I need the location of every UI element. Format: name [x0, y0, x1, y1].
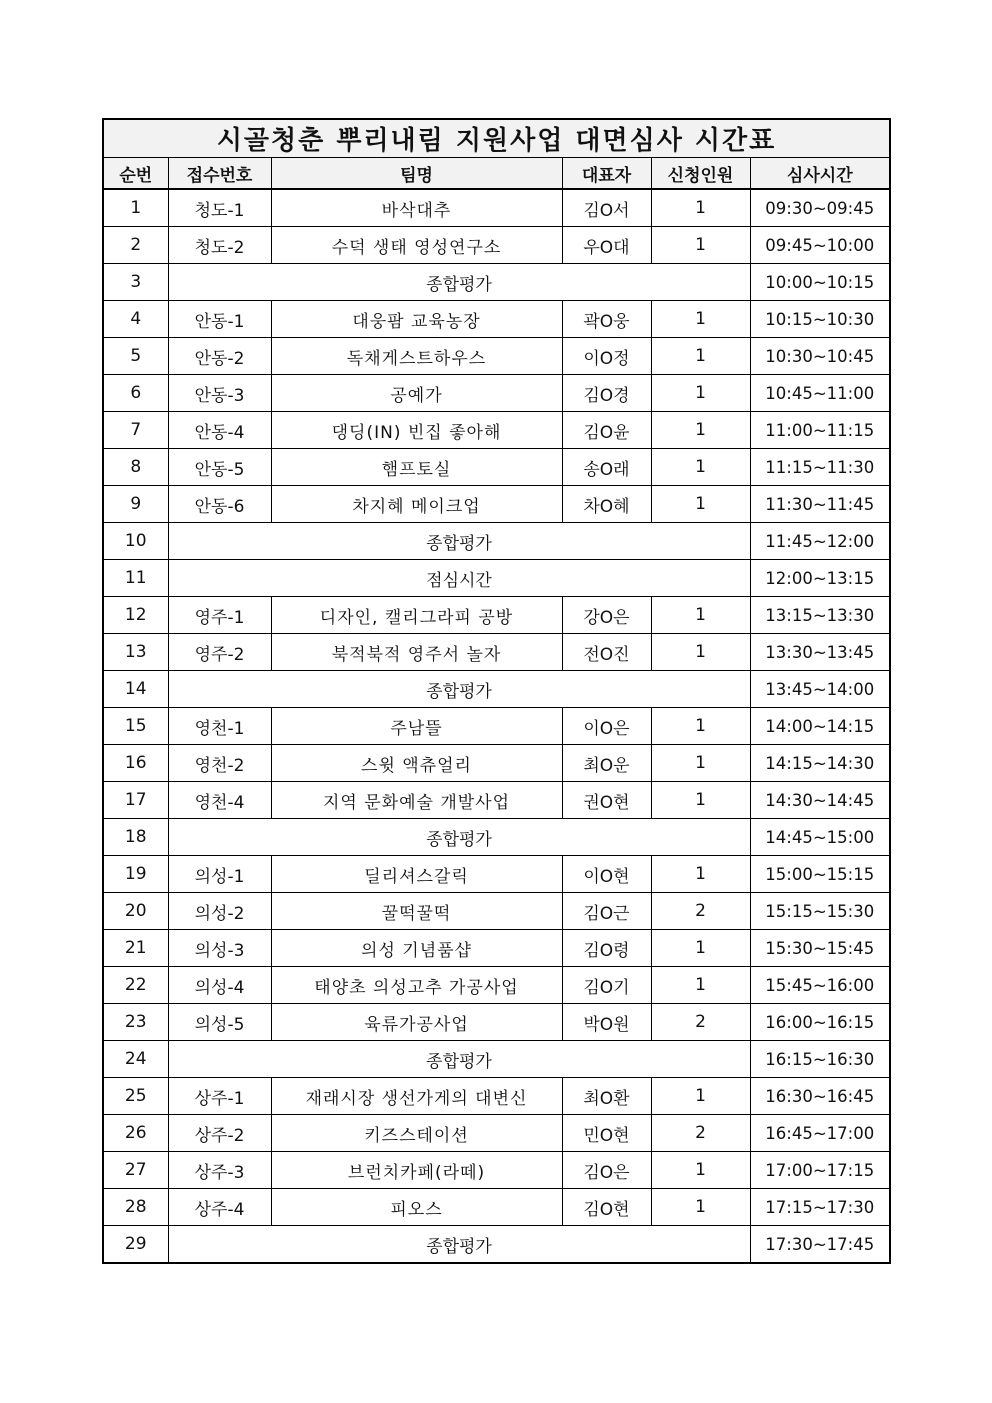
cell-review-time: 10:00~10:15 [750, 264, 890, 301]
cell-representative: 최O운 [562, 745, 651, 782]
cell-registration: 영천-4 [168, 782, 271, 819]
cell-team: 꿀떡꿀떡 [271, 893, 562, 930]
cell-representative: 차O혜 [562, 486, 651, 523]
cell-team: 북적북적 영주서 놀자 [271, 634, 562, 671]
cell-no: 16 [103, 745, 168, 782]
cell-review-time: 14:15~14:30 [750, 745, 890, 782]
cell-no: 19 [103, 856, 168, 893]
cell-applicants: 1 [651, 967, 750, 1004]
cell-applicants: 1 [651, 856, 750, 893]
schedule-table [102, 118, 891, 1264]
cell-review-time: 14:45~15:00 [750, 819, 890, 856]
cell-no: 17 [103, 782, 168, 819]
cell-no: 8 [103, 449, 168, 486]
title-row [103, 119, 890, 158]
cell-no: 14 [103, 671, 168, 708]
cell-registration: 안동-1 [168, 301, 271, 338]
cell-applicants: 1 [651, 189, 750, 227]
cell-representative: 김O령 [562, 930, 651, 967]
cell-applicants: 1 [651, 782, 750, 819]
cell-review-time: 12:00~13:15 [750, 560, 890, 597]
cell-team: 공예가 [271, 375, 562, 412]
table-row [103, 1004, 890, 1041]
cell-applicants: 1 [651, 486, 750, 523]
cell-review-time: 14:00~14:15 [750, 708, 890, 745]
table-row [103, 1152, 890, 1189]
cell-representative: 이O은 [562, 708, 651, 745]
cell-review-time: 13:45~14:00 [750, 671, 890, 708]
table-row [103, 189, 890, 227]
cell-team: 주남뜰 [271, 708, 562, 745]
cell-review-time: 09:45~10:00 [750, 227, 890, 264]
cell-review-time: 15:30~15:45 [750, 930, 890, 967]
header-row [103, 158, 890, 190]
cell-registration: 상주-2 [168, 1115, 271, 1152]
cell-no: 1 [103, 189, 168, 227]
column-header-registration: 접수번호 [168, 158, 271, 190]
cell-registration: 영주-2 [168, 634, 271, 671]
cell-registration: 안동-4 [168, 412, 271, 449]
cell-merged-label: 종합평가 [168, 819, 750, 856]
cell-registration: 안동-5 [168, 449, 271, 486]
cell-review-time: 17:30~17:45 [750, 1226, 890, 1264]
table-row [103, 745, 890, 782]
cell-representative: 김O은 [562, 1152, 651, 1189]
cell-representative: 김O윤 [562, 412, 651, 449]
cell-representative: 전O진 [562, 634, 651, 671]
cell-registration: 의성-2 [168, 893, 271, 930]
cell-merged-label: 점심시간 [168, 560, 750, 597]
cell-representative: 우O대 [562, 227, 651, 264]
cell-representative: 김O서 [562, 189, 651, 227]
cell-review-time: 13:30~13:45 [750, 634, 890, 671]
cell-applicants: 1 [651, 449, 750, 486]
cell-applicants: 1 [651, 338, 750, 375]
cell-merged-label: 종합평가 [168, 1041, 750, 1078]
cell-no: 21 [103, 930, 168, 967]
cell-no: 2 [103, 227, 168, 264]
table-row [103, 338, 890, 375]
table-row [103, 375, 890, 412]
cell-no: 10 [103, 523, 168, 560]
cell-review-time: 11:30~11:45 [750, 486, 890, 523]
cell-review-time: 15:15~15:30 [750, 893, 890, 930]
cell-registration: 상주-1 [168, 1078, 271, 1115]
cell-representative: 곽O웅 [562, 301, 651, 338]
cell-applicants: 1 [651, 1189, 750, 1226]
table-row [103, 449, 890, 486]
table-row [103, 560, 890, 597]
cell-representative: 강O은 [562, 597, 651, 634]
cell-review-time: 11:45~12:00 [750, 523, 890, 560]
column-header-applicants: 신청인원 [651, 158, 750, 190]
cell-representative: 권O현 [562, 782, 651, 819]
cell-merged-label: 종합평가 [168, 264, 750, 301]
cell-review-time: 10:30~10:45 [750, 338, 890, 375]
cell-no: 15 [103, 708, 168, 745]
cell-team: 브런치카페(라떼) [271, 1152, 562, 1189]
cell-representative: 김O현 [562, 1189, 651, 1226]
cell-no: 22 [103, 967, 168, 1004]
cell-registration: 상주-4 [168, 1189, 271, 1226]
cell-team: 대웅팜 교육농장 [271, 301, 562, 338]
cell-no: 7 [103, 412, 168, 449]
cell-registration: 영천-1 [168, 708, 271, 745]
cell-representative: 김O근 [562, 893, 651, 930]
table-row [103, 967, 890, 1004]
cell-review-time: 16:15~16:30 [750, 1041, 890, 1078]
cell-team: 독채게스트하우스 [271, 338, 562, 375]
cell-team: 스윗 액츄얼리 [271, 745, 562, 782]
table-row [103, 708, 890, 745]
table-body [103, 189, 890, 1263]
cell-representative: 최O환 [562, 1078, 651, 1115]
cell-registration: 의성-4 [168, 967, 271, 1004]
cell-review-time: 17:15~17:30 [750, 1189, 890, 1226]
cell-registration: 안동-3 [168, 375, 271, 412]
column-header-no: 순번 [103, 158, 168, 190]
cell-merged-label: 종합평가 [168, 523, 750, 560]
cell-no: 4 [103, 301, 168, 338]
cell-registration: 안동-2 [168, 338, 271, 375]
cell-applicants: 1 [651, 1078, 750, 1115]
table-row [103, 264, 890, 301]
cell-no: 26 [103, 1115, 168, 1152]
cell-no: 23 [103, 1004, 168, 1041]
cell-no: 11 [103, 560, 168, 597]
cell-review-time: 09:30~09:45 [750, 189, 890, 227]
table-row [103, 412, 890, 449]
cell-team: 햄프토실 [271, 449, 562, 486]
cell-registration: 의성-3 [168, 930, 271, 967]
cell-applicants: 2 [651, 893, 750, 930]
cell-registration: 안동-6 [168, 486, 271, 523]
cell-team: 수덕 생태 영성연구소 [271, 227, 562, 264]
cell-registration: 청도-1 [168, 189, 271, 227]
table-row [103, 1226, 890, 1264]
cell-applicants: 1 [651, 597, 750, 634]
cell-merged-label: 종합평가 [168, 1226, 750, 1264]
cell-applicants: 1 [651, 634, 750, 671]
cell-no: 28 [103, 1189, 168, 1226]
cell-review-time: 15:45~16:00 [750, 967, 890, 1004]
cell-registration: 의성-5 [168, 1004, 271, 1041]
column-header-representative: 대표자 [562, 158, 651, 190]
cell-review-time: 16:30~16:45 [750, 1078, 890, 1115]
cell-review-time: 11:15~11:30 [750, 449, 890, 486]
cell-representative: 민O현 [562, 1115, 651, 1152]
cell-no: 24 [103, 1041, 168, 1078]
cell-registration: 청도-2 [168, 227, 271, 264]
cell-review-time: 10:15~10:30 [750, 301, 890, 338]
table-row [103, 819, 890, 856]
cell-review-time: 14:30~14:45 [750, 782, 890, 819]
cell-no: 9 [103, 486, 168, 523]
table-row [103, 1078, 890, 1115]
cell-applicants: 1 [651, 412, 750, 449]
table-row [103, 301, 890, 338]
cell-merged-label: 종합평가 [168, 671, 750, 708]
table-row [103, 1115, 890, 1152]
column-header-review-time: 심사시간 [750, 158, 890, 190]
cell-team: 댕딩(IN) 빈집 좋아해 [271, 412, 562, 449]
table-row [103, 782, 890, 819]
cell-no: 6 [103, 375, 168, 412]
cell-representative: 이O현 [562, 856, 651, 893]
cell-review-time: 17:00~17:15 [750, 1152, 890, 1189]
cell-registration: 상주-3 [168, 1152, 271, 1189]
cell-team: 키즈스테이션 [271, 1115, 562, 1152]
table-row [103, 671, 890, 708]
cell-representative: 송O래 [562, 449, 651, 486]
cell-no: 29 [103, 1226, 168, 1264]
cell-review-time: 16:00~16:15 [750, 1004, 890, 1041]
table-row [103, 930, 890, 967]
cell-team: 의성 기념품샵 [271, 930, 562, 967]
cell-representative: 박O원 [562, 1004, 651, 1041]
cell-no: 25 [103, 1078, 168, 1115]
cell-applicants: 1 [651, 745, 750, 782]
document-title: 시골청춘 뿌리내림 지원사업 대면심사 시간표 [103, 119, 890, 158]
table-row [103, 1189, 890, 1226]
cell-team: 바삭대추 [271, 189, 562, 227]
table-row [103, 1041, 890, 1078]
cell-no: 12 [103, 597, 168, 634]
table-row [103, 486, 890, 523]
cell-team: 차지혜 메이크업 [271, 486, 562, 523]
cell-no: 13 [103, 634, 168, 671]
cell-review-time: 10:45~11:00 [750, 375, 890, 412]
table-row [103, 893, 890, 930]
table-row [103, 227, 890, 264]
cell-team: 육류가공사업 [271, 1004, 562, 1041]
table-row [103, 856, 890, 893]
cell-applicants: 2 [651, 1115, 750, 1152]
cell-registration: 영천-2 [168, 745, 271, 782]
cell-team: 디자인, 캘리그라피 공방 [271, 597, 562, 634]
cell-no: 20 [103, 893, 168, 930]
column-header-team: 팀명 [271, 158, 562, 190]
cell-team: 피오스 [271, 1189, 562, 1226]
cell-review-time: 16:45~17:00 [750, 1115, 890, 1152]
cell-applicants: 2 [651, 1004, 750, 1041]
cell-team: 재래시장 생선가게의 대변신 [271, 1078, 562, 1115]
cell-applicants: 1 [651, 930, 750, 967]
cell-registration: 영주-1 [168, 597, 271, 634]
cell-team: 태양초 의성고추 가공사업 [271, 967, 562, 1004]
cell-representative: 이O정 [562, 338, 651, 375]
cell-no: 5 [103, 338, 168, 375]
cell-representative: 김O기 [562, 967, 651, 1004]
cell-applicants: 1 [651, 375, 750, 412]
table-row [103, 634, 890, 671]
cell-no: 18 [103, 819, 168, 856]
cell-registration: 의성-1 [168, 856, 271, 893]
cell-representative: 김O경 [562, 375, 651, 412]
cell-no: 3 [103, 264, 168, 301]
cell-team: 지역 문화예술 개발사업 [271, 782, 562, 819]
cell-review-time: 13:15~13:30 [750, 597, 890, 634]
cell-review-time: 11:00~11:15 [750, 412, 890, 449]
cell-applicants: 1 [651, 1152, 750, 1189]
table-row [103, 597, 890, 634]
cell-review-time: 15:00~15:15 [750, 856, 890, 893]
cell-no: 27 [103, 1152, 168, 1189]
cell-applicants: 1 [651, 708, 750, 745]
cell-team: 딜리셔스갈릭 [271, 856, 562, 893]
cell-applicants: 1 [651, 301, 750, 338]
table-row [103, 523, 890, 560]
cell-applicants: 1 [651, 227, 750, 264]
